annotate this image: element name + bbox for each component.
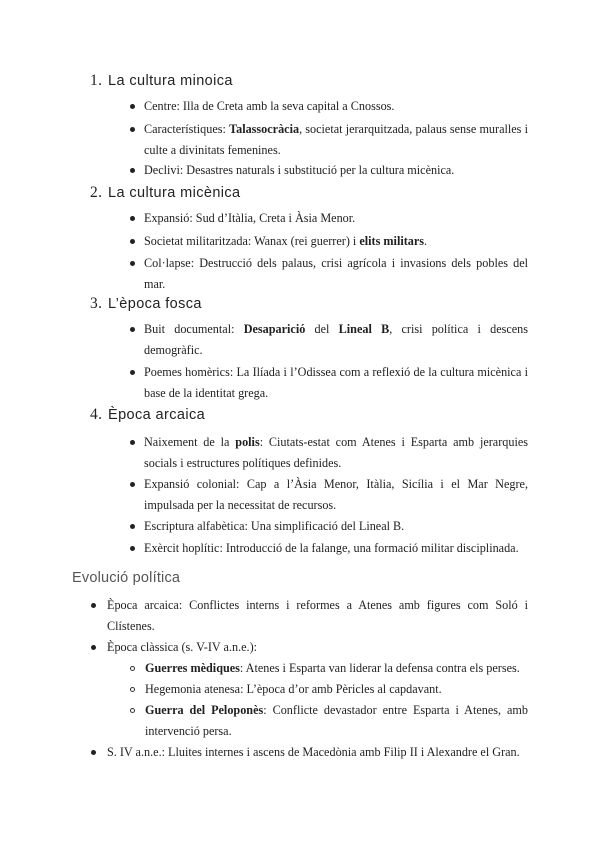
list-item: Característiques: Talassocràcia, societat jerarquitzada, palaus sense muralles i culte a divinitats femenines. <box>144 122 528 157</box>
sub-bullet-icon <box>130 666 135 671</box>
list-item: S. IV a.n.e.: Lluites internes i ascens de Macedònia amb Filip II i Alexandre el Gran. <box>107 745 520 759</box>
bullet-icon <box>130 239 135 244</box>
bullet-icon <box>130 127 135 132</box>
list-item: Naixement de la polis: Ciutats-estat com Atenes i Esparta amb jerarquies socials i estructures polítiques definides. <box>144 435 528 470</box>
sub-list-item: Guerres mèdiques: Atenes i Esparta van liderar la defensa contra els perses. <box>145 661 520 675</box>
section-title: La cultura micènica <box>108 185 241 201</box>
list-item: Societat militaritzada: Wanax (rei guerrer) i elits militars. <box>144 234 428 248</box>
bullet-icon <box>91 750 96 755</box>
bullet-icon <box>130 546 135 551</box>
list-item: Expansió colonial: Cap a l’Àsia Menor, Itàlia, Sicília i el Mar Negre, impulsada per la necessitat de recursos. <box>144 477 528 512</box>
bullet-icon <box>130 261 135 266</box>
bullet-icon <box>130 216 135 221</box>
bullet-icon <box>91 645 96 650</box>
sub-bullet-icon <box>130 708 135 713</box>
sub-list-item: Guerra del Peloponès: Conflicte devastador entre Esparta i Atenes, amb intervenció persa. <box>145 703 528 738</box>
bullet-icon <box>130 482 135 487</box>
section-heading-1 <box>90 72 233 90</box>
list-item: Expansió: Sud d’Itàlia, Creta i Àsia Menor. <box>144 211 356 225</box>
list-item: Buit documental: Desaparició del Lineal B, crisi política i descens demogràfic. <box>144 322 529 357</box>
list-item: Col·lapse: Destrucció dels palaus, crisi agrícola i invasions dels pobles del mar. <box>144 256 528 291</box>
bullet-icon <box>130 440 135 445</box>
section-title: L’època fosca <box>108 296 202 312</box>
section-number: 4. <box>90 406 103 423</box>
section-heading-evolution: Evolució política <box>72 570 181 586</box>
section-title: Època arcaica <box>108 407 206 423</box>
section-number: 2. <box>90 184 103 201</box>
sub-list-item: Hegemonia atenesa: L’època d’or amb Pèricles al capdavant. <box>145 682 442 696</box>
section-number: 1. <box>90 72 103 89</box>
list-item: Declivi: Desastres naturals i substitució per la cultura micènica. <box>144 163 455 177</box>
list-item: Època arcaica: Conflictes interns i reformes a Atenes amb figures com Soló i Clístenes. <box>107 598 528 633</box>
bullet-icon <box>130 168 135 173</box>
section-heading-2 <box>90 184 241 202</box>
list-item: Centre: Illa de Creta amb la seva capital a Cnossos. <box>144 99 395 113</box>
sub-bullet-icon <box>130 687 135 692</box>
list-item: Època clàssica (s. V-IV a.n.e.): <box>107 640 258 654</box>
bullet-icon <box>91 603 96 608</box>
bullet-icon <box>130 370 135 375</box>
section-heading-3 <box>90 295 202 313</box>
list-item: Poemes homèrics: La Ilíada i l’Odissea com a reflexió de la cultura micènica i base de la identitat grega. <box>144 365 528 400</box>
bullet-icon <box>130 327 135 332</box>
section-number: 3. <box>90 295 103 312</box>
section-heading-4 <box>90 406 205 424</box>
section-title: La cultura minoica <box>108 73 233 89</box>
list-item: Escriptura alfabètica: Una simplificació del Lineal B. <box>144 519 405 533</box>
bullet-icon <box>130 104 135 109</box>
list-item: Exèrcit hoplític: Introducció de la falange, una formació militar disciplinada. <box>144 541 519 555</box>
bullet-icon <box>130 524 135 529</box>
